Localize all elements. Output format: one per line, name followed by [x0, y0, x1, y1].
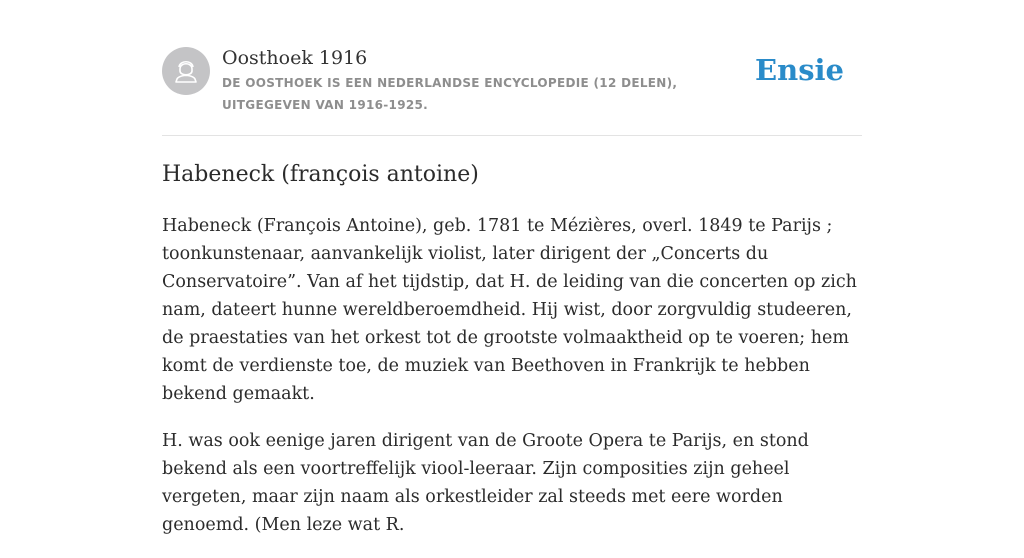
user-icon [162, 47, 210, 95]
source-title[interactable]: Oosthoek 1916 [222, 47, 368, 69]
source-header [162, 46, 862, 136]
article-paragraph: H. was ook eenige jaren dirigent van de Groote Opera te Parijs, en stond bekend als een voortreffelijk viool-leeraar. Zijn composities zijn geheel vergeten, maar zijn naam als orkestleider zal steeds met eere worden genoemd. (Men leze wat R. [162, 431, 809, 535]
source-description: DE OOSTHOEK IS EEN NEDERLANDSE ENCYCLOPEDIE (12 DELEN), UITGEGEVEN VAN 1916-1925. [222, 76, 678, 112]
article-paragraph: Habeneck (François Antoine), geb. 1781 te Mézières, overl. 1849 te Parijs ; toonkunstenaar, aanvankelijk violist, later dirigent der „Concerts du Conservatoire”. Van af het tijdstip, dat H. de leiding van die concerten op zich nam, dateert hunne wereldberoemdheid. Hij wist, door zorgvuldig studeeren, de praestaties van het orkest tot de grootste volmaaktheid op te voeren; hem komt de verdienste toe, de muziek van Beethoven in Frankrijk te hebben bekend gemaakt. [162, 216, 857, 404]
brand-logo[interactable]: Ensie [755, 53, 844, 87]
article-title: Habeneck (françois antoine) [162, 162, 479, 187]
source-avatar[interactable] [162, 47, 210, 95]
article-body [162, 212, 867, 558]
